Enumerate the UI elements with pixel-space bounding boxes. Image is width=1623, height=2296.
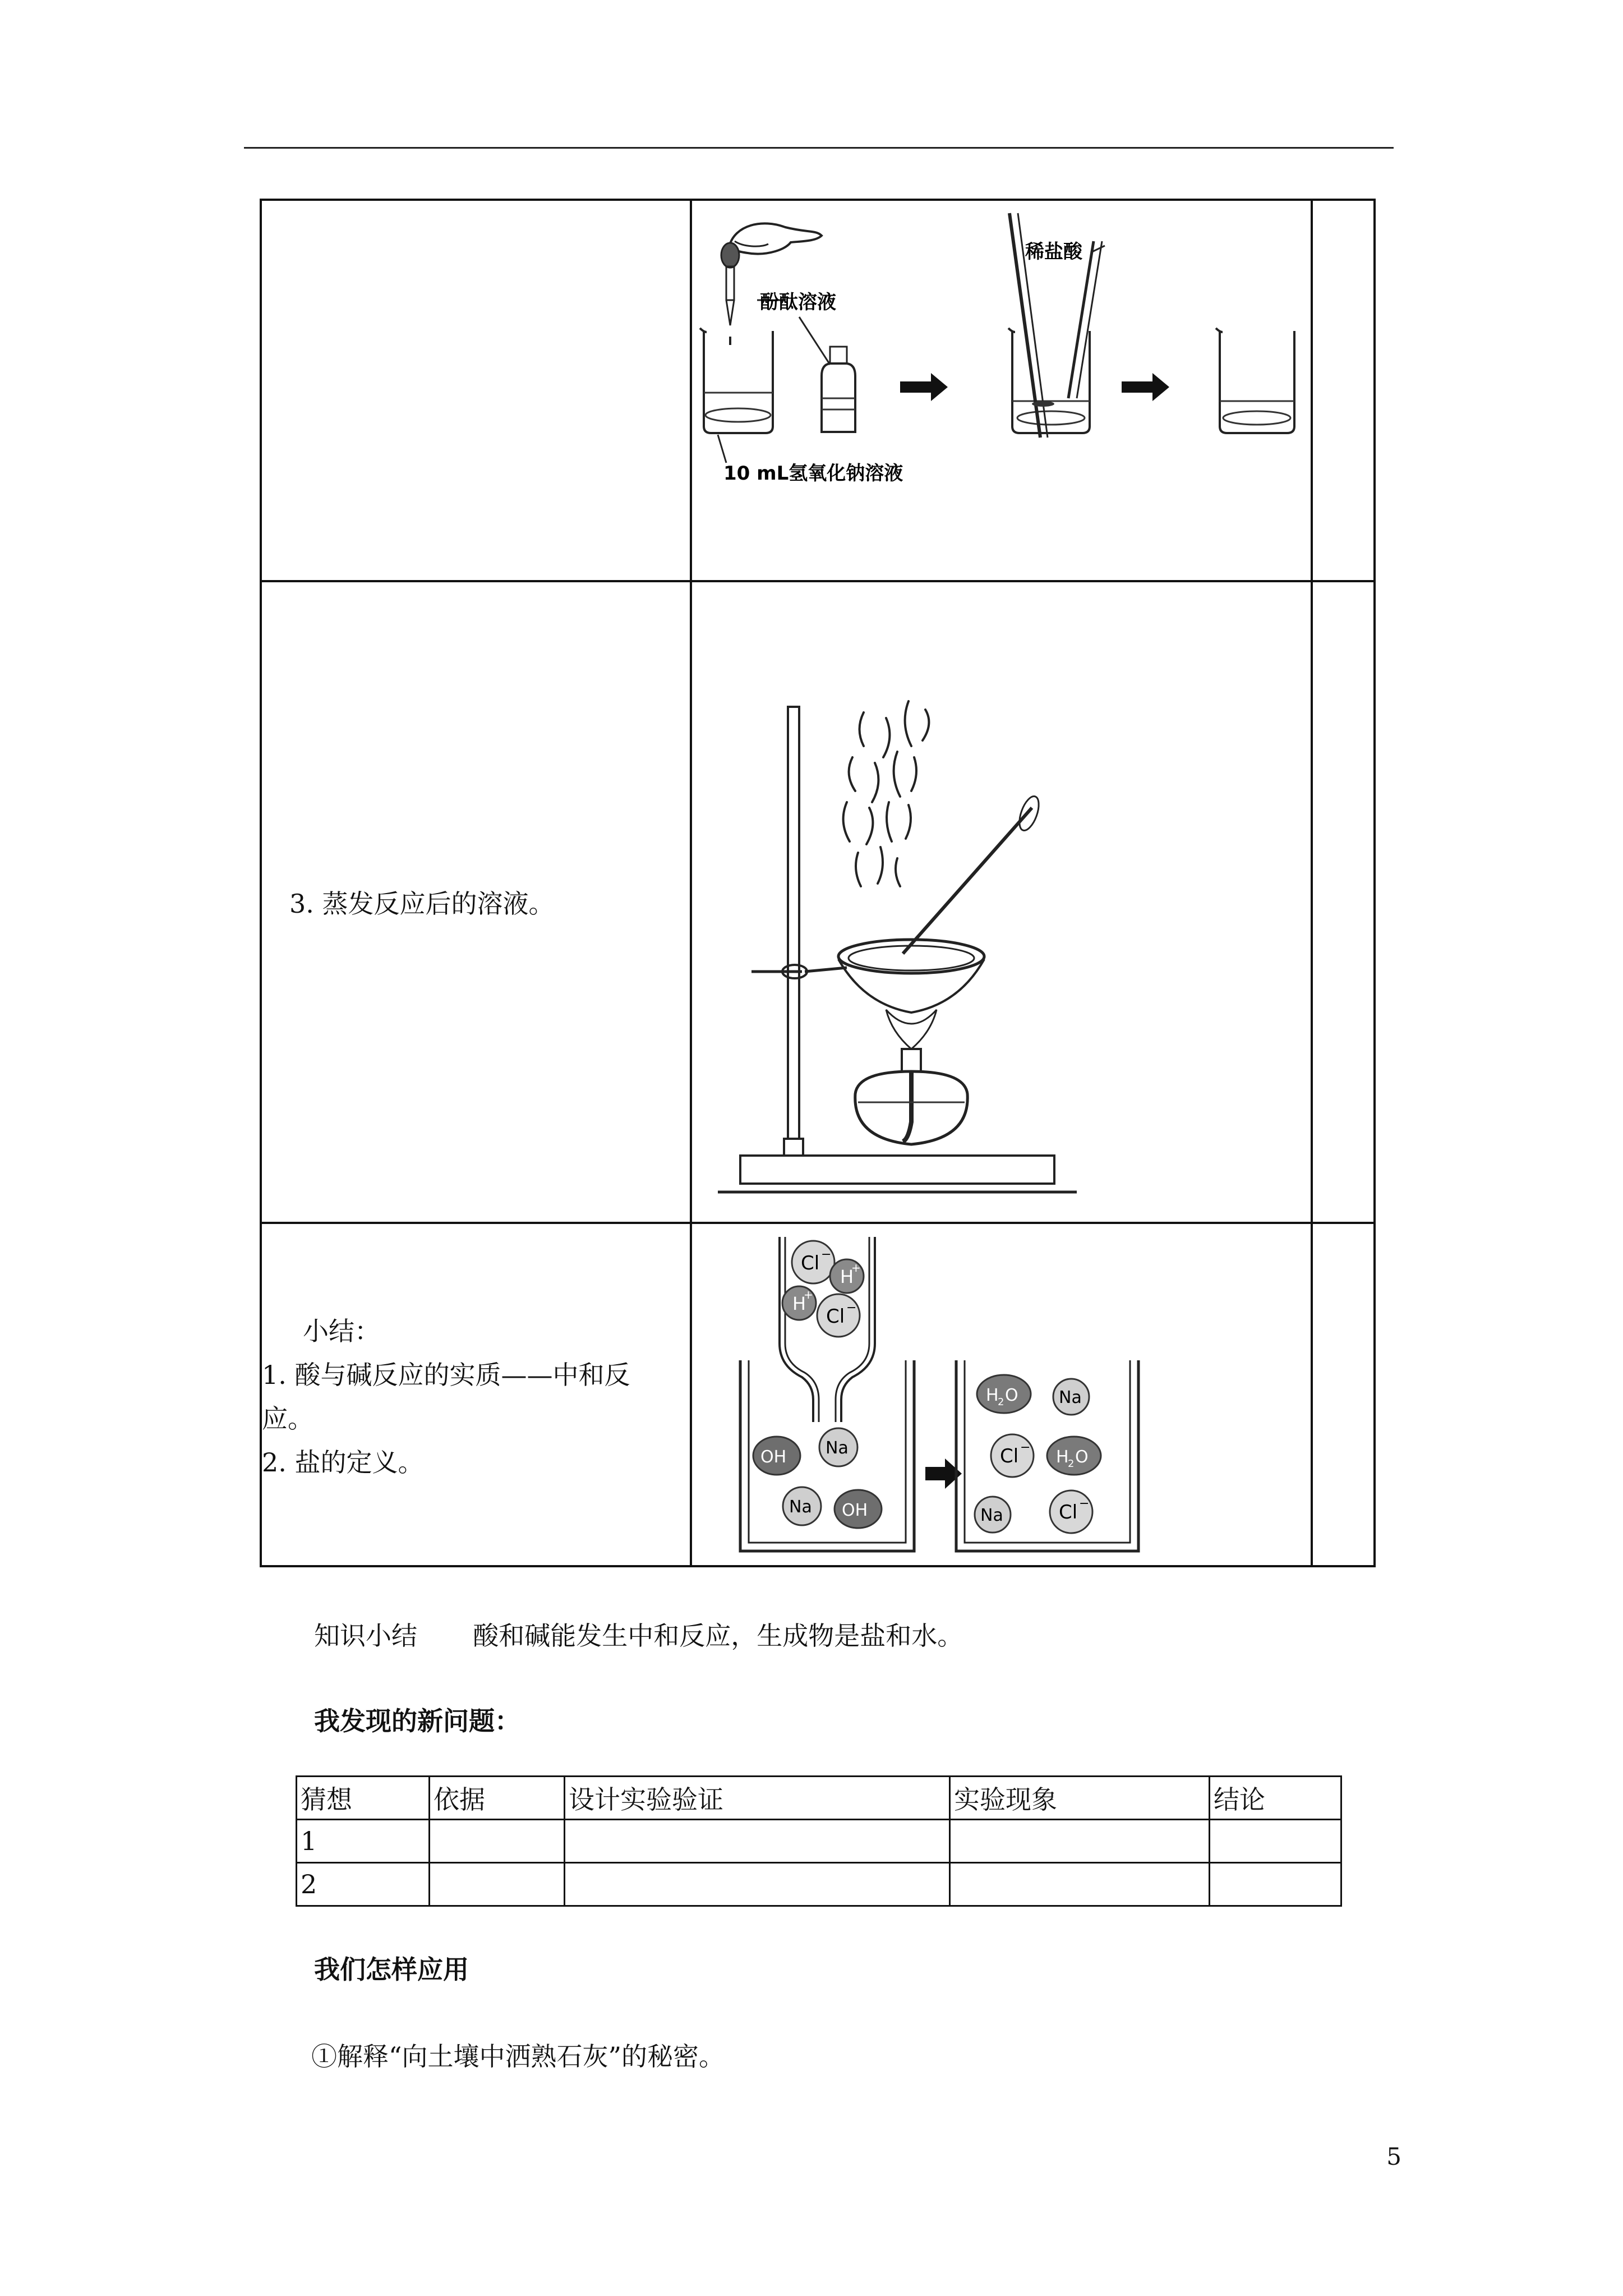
na-ion-3 xyxy=(1053,1379,1089,1415)
svg-text:2: 2 xyxy=(998,1396,1004,1408)
svg-text:−: − xyxy=(846,1301,857,1315)
table-cell[interactable] xyxy=(950,1863,1210,1906)
svg-text:−: − xyxy=(1079,1497,1090,1511)
cl-ion-4 xyxy=(1050,1490,1092,1533)
naoh-label: 10 mL氢氧化钠溶液 xyxy=(723,462,903,485)
evaporation-apparatus-figure xyxy=(718,690,1077,1206)
svg-text:Na: Na xyxy=(1059,1388,1082,1407)
svg-text:Cl: Cl xyxy=(1059,1501,1078,1524)
h2o-molecule-2 xyxy=(1047,1437,1101,1475)
header-rule xyxy=(244,147,1394,149)
header-cell: 设计实验验证 xyxy=(565,1777,950,1820)
h-ion-1 xyxy=(830,1259,864,1293)
header-cell: 结论 xyxy=(1210,1777,1341,1820)
svg-text:H: H xyxy=(840,1266,854,1287)
svg-text:OH: OH xyxy=(760,1447,787,1467)
svg-text:Cl: Cl xyxy=(1000,1445,1019,1467)
apply-item: ①解释“向土壤中洒熟石灰”的秘密。 xyxy=(311,2041,725,2072)
cl-ion-1 xyxy=(792,1241,834,1283)
table-cell[interactable]: 2 xyxy=(297,1863,430,1906)
svg-text:O: O xyxy=(1075,1447,1089,1467)
table-cell[interactable] xyxy=(565,1820,950,1863)
apply-heading: 我们怎样应用 xyxy=(314,1954,469,1985)
svg-text:−: − xyxy=(1020,1441,1031,1455)
summary-line-2: 应。 xyxy=(262,1404,313,1434)
table-cell[interactable]: 1 xyxy=(297,1820,430,1863)
phenolphthalein-label: 酚酞溶液 xyxy=(760,291,836,314)
table-cell[interactable] xyxy=(950,1820,1210,1863)
svg-text:O: O xyxy=(1005,1386,1018,1405)
table-cell[interactable] xyxy=(430,1863,565,1906)
h2o-molecule-1 xyxy=(977,1375,1031,1413)
neutralization-setup-figure xyxy=(695,208,1307,499)
table-header-row xyxy=(297,1777,1341,1820)
svg-text:+: + xyxy=(851,1261,861,1274)
table-cell[interactable] xyxy=(1210,1820,1341,1863)
svg-text:Cl: Cl xyxy=(826,1305,845,1328)
oh-ion-1 xyxy=(753,1437,800,1475)
header-cell: 实验现象 xyxy=(950,1777,1210,1820)
svg-text:H: H xyxy=(986,1386,999,1405)
svg-text:H: H xyxy=(1056,1447,1069,1467)
svg-text:H: H xyxy=(792,1293,806,1314)
header-cell: 依据 xyxy=(430,1777,565,1820)
svg-text:2: 2 xyxy=(1068,1458,1075,1470)
table-row xyxy=(297,1863,1341,1906)
evaporate-step-text: 3. 蒸发反应后的溶液。 xyxy=(289,889,555,919)
knowledge-summary-text: 酸和碱能发生中和反应，生成物是盐和水。 xyxy=(473,1621,963,1651)
na-ion-2 xyxy=(783,1487,821,1525)
knowledge-summary-label: 知识小结 xyxy=(314,1621,417,1651)
svg-text:Na: Na xyxy=(980,1506,1003,1525)
svg-text:Na: Na xyxy=(789,1497,812,1517)
svg-text:−: − xyxy=(821,1248,832,1262)
na-ion-4 xyxy=(975,1497,1011,1533)
cl-ion-3 xyxy=(991,1434,1034,1477)
header-cell: 猜想 xyxy=(297,1777,430,1820)
page-number: 5 xyxy=(1386,2143,1401,2170)
h-ion-2 xyxy=(782,1286,816,1320)
svg-text:Cl: Cl xyxy=(801,1252,820,1274)
question-table xyxy=(296,1775,1342,1907)
knowledge-summary xyxy=(314,1616,963,1653)
summary-line-3: 2. 盐的定义。 xyxy=(262,1447,424,1478)
svg-text:+: + xyxy=(804,1288,813,1301)
dilute-hcl-label: 稀盐酸 xyxy=(1025,241,1082,263)
table-cell[interactable] xyxy=(1210,1863,1341,1906)
new-question-heading: 我发现的新问题： xyxy=(314,1706,520,1736)
summary-title: 小结： xyxy=(303,1316,380,1346)
na-ion-1 xyxy=(819,1428,857,1466)
table-cell[interactable] xyxy=(430,1820,565,1863)
ion-reaction-figure xyxy=(729,1231,1155,1562)
svg-text:OH: OH xyxy=(842,1501,868,1520)
summary-line-1: 1. 酸与碱反应的实质——中和反 xyxy=(262,1360,630,1390)
cl-ion-2 xyxy=(817,1294,860,1337)
table-cell[interactable] xyxy=(565,1863,950,1906)
table-row xyxy=(297,1820,1341,1863)
svg-text:Na: Na xyxy=(826,1438,849,1458)
oh-ion-2 xyxy=(834,1490,882,1528)
